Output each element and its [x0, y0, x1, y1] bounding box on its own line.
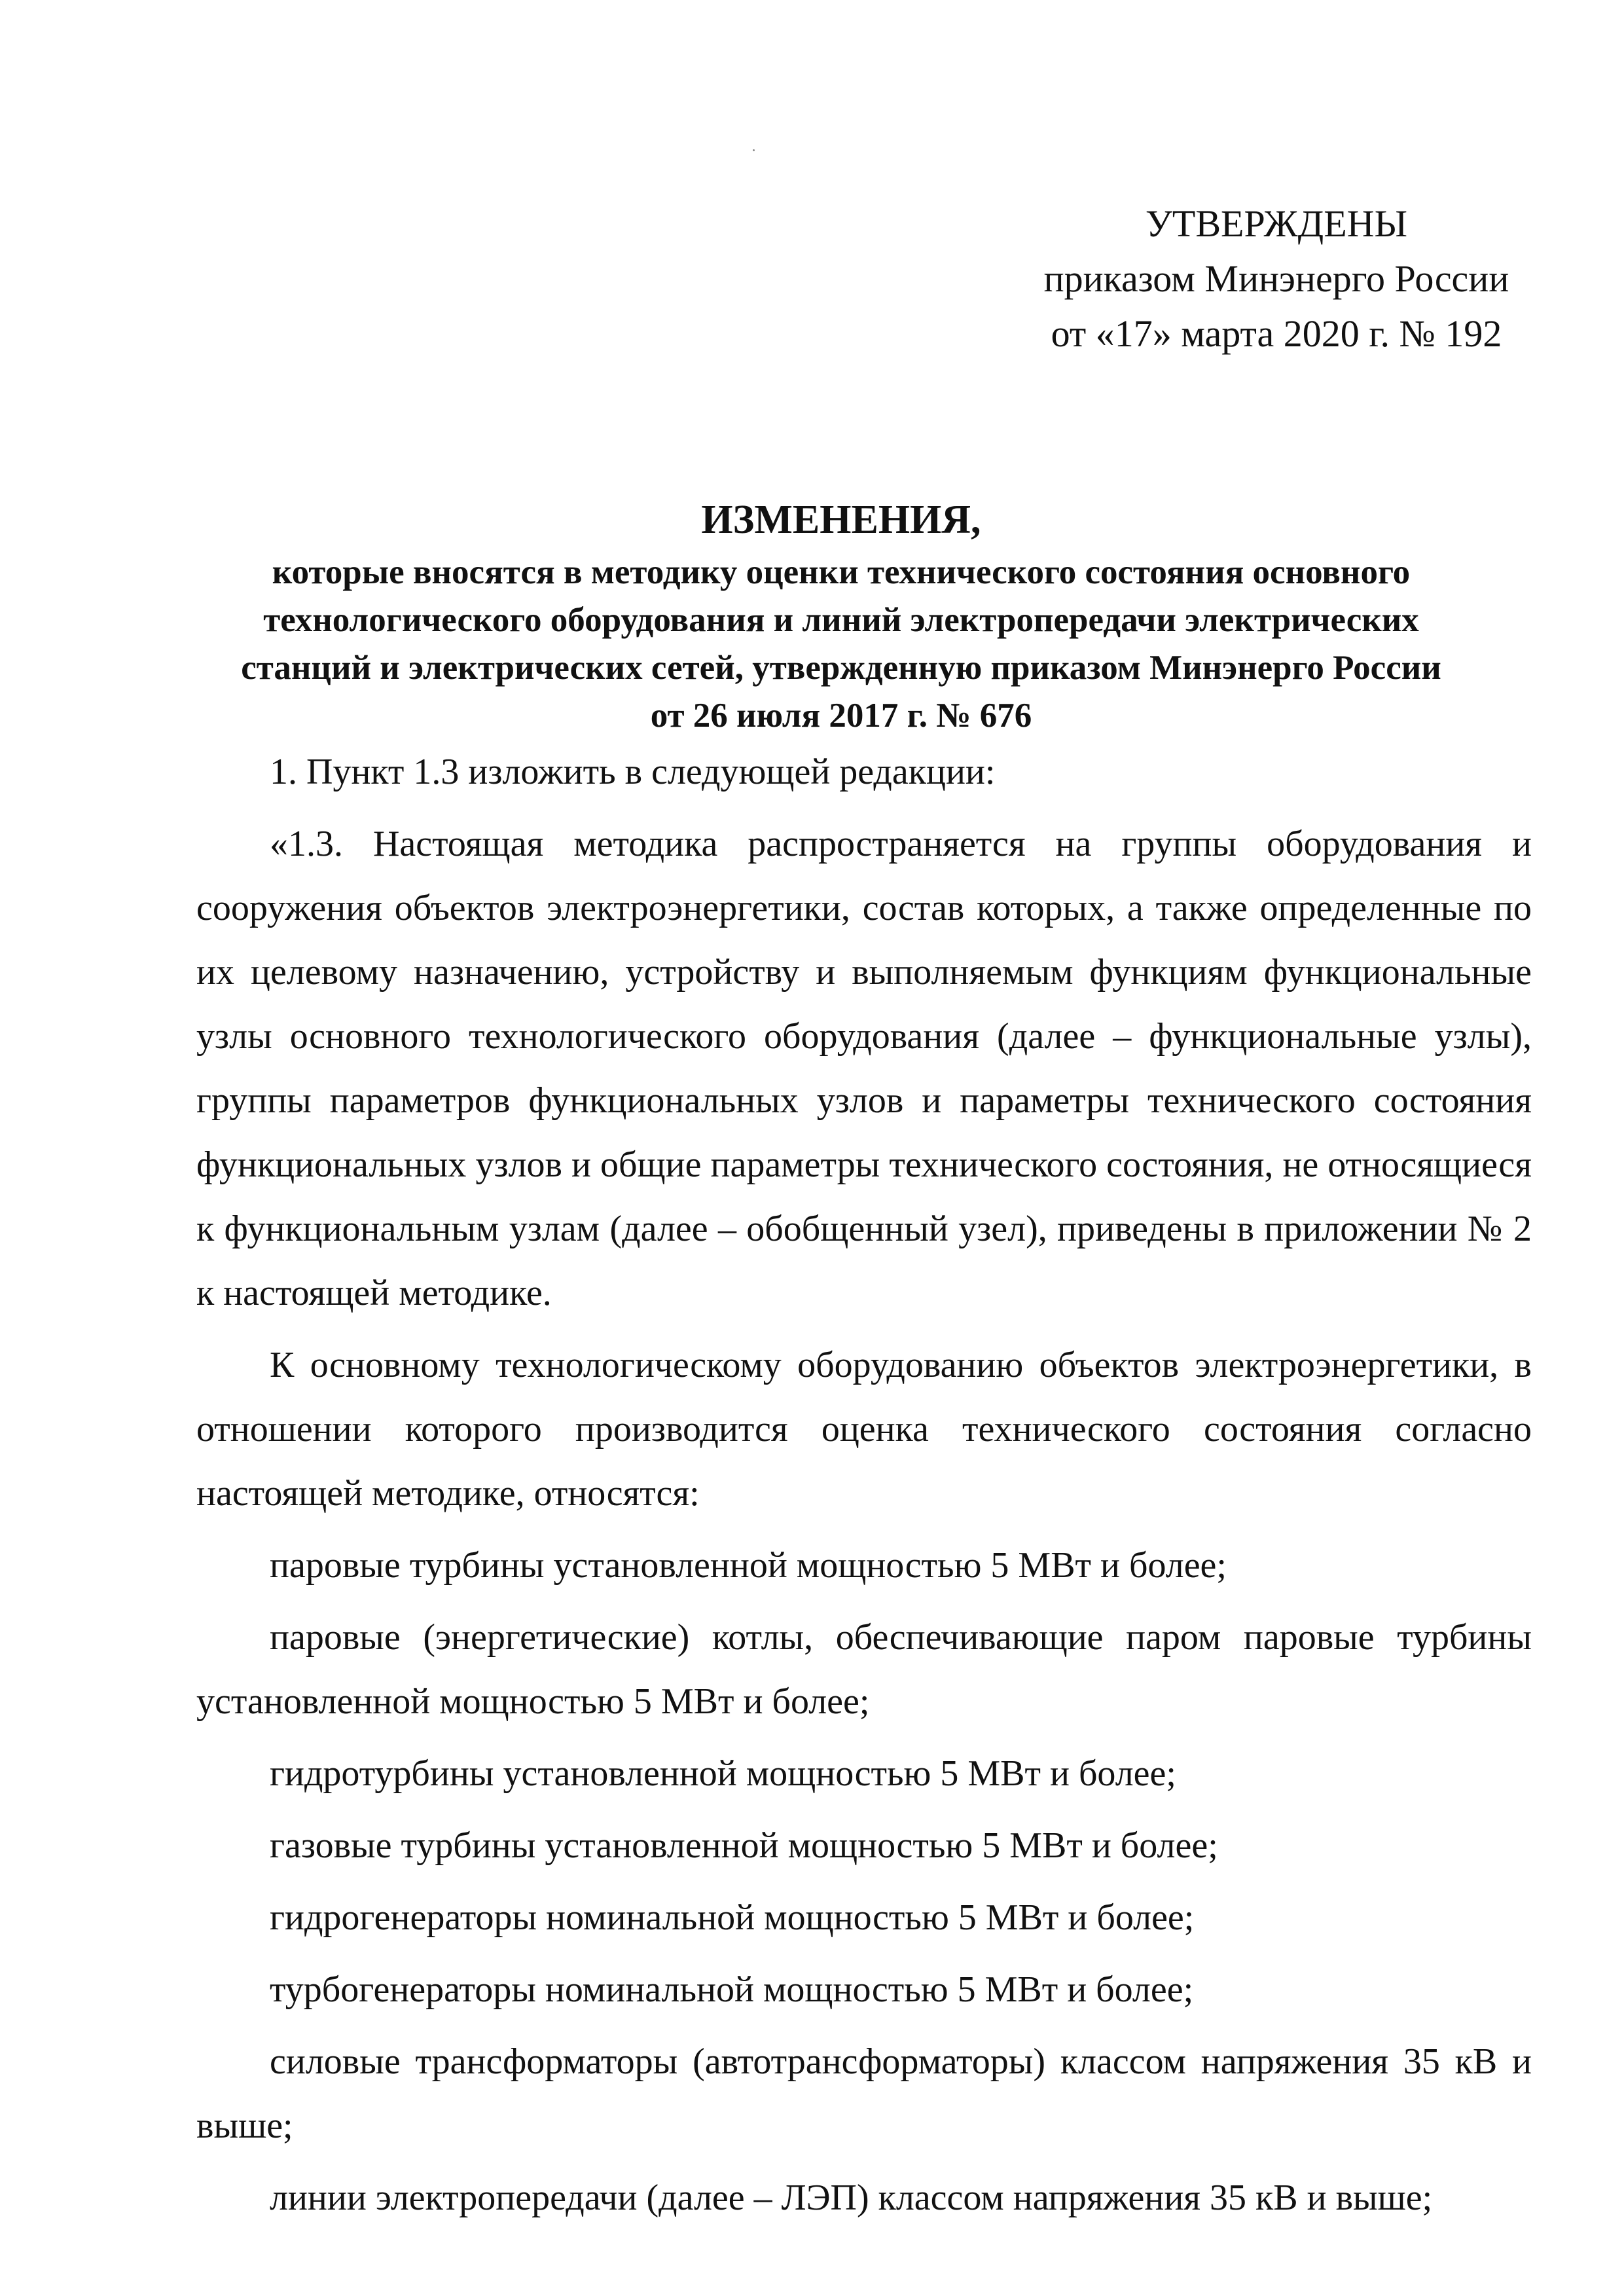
- list-item-turbo-generators: турбогенераторы номинальной мощностью 5 МВт и более;: [270, 1969, 1194, 2010]
- approval-date-line: от «17» марта 2020 г. № 192: [1051, 312, 1502, 355]
- paragraph-item-1: 1. Пункт 1.3 изложить в следующей редакции:: [270, 752, 996, 792]
- paragraph-equipment-intro: К основному технологическому оборудованию объектов электроэнергетики, в отношении которого производится оценка технического состояния согласно настоящей методике, относятся:: [196, 1345, 1532, 1514]
- paragraph-clause-1-3: «1.3. Настоящая методика распространяется на группы оборудования и сооружения объектов электроэнергетики, состав которых, а также определенные по их целевому назначению, устройству и выполняемым функциям функциональные узлы основного технологического оборудования (далее – функциональные узлы), группы параметров функциональных узлов и параметры технического состояния функциональных узлов и общие параметры технического состояния, не относящиеся к функциональным узлам (далее – обобщенный узел), приведены в приложении № 2 к настоящей методике.: [196, 824, 1532, 1313]
- document-body: [196, 740, 1532, 2230]
- title-line-2: технологического оборудования и линий электропередачи электрических: [263, 601, 1419, 639]
- scan-speck: [753, 149, 755, 151]
- list-item-steam-boilers: паровые (энергетические) котлы, обеспечивающие паром паровые турбины установленной мощностью 5 МВт и более;: [196, 1617, 1532, 1722]
- document-title: [196, 492, 1486, 740]
- list-item-hydro-turbines: гидротурбины установленной мощностью 5 МВт и более;: [270, 1753, 1176, 1794]
- list-item-power-lines: линии электропередачи (далее – ЛЭП) классом напряжения 35 кВ и выше;: [270, 2178, 1433, 2218]
- list-item-steam-turbines: паровые турбины установленной мощностью 5 МВт и более;: [270, 1545, 1227, 1586]
- approval-order-line: приказом Минэнерго России: [1043, 257, 1509, 300]
- list-item-power-transformers: силовые трансформаторы (автотрансформаторы) классом напряжения 35 кВ и выше;: [196, 2041, 1532, 2146]
- approval-heading: УТВЕРЖДЕНЫ: [1145, 202, 1408, 245]
- title-line-4: от 26 июля 2017 г. № 676: [650, 697, 1032, 735]
- title-line-3: станций и электрических сетей, утвержденную приказом Минэнерго России: [241, 649, 1441, 687]
- title-line-1: которые вносятся в методику оценки технического состояния основного: [272, 553, 1411, 591]
- title-main: ИЗМЕНЕНИЯ,: [701, 498, 981, 542]
- list-item-gas-turbines: газовые турбины установленной мощностью 5 МВт и более;: [270, 1825, 1218, 1866]
- list-item-hydro-generators: гидрогенераторы номинальной мощностью 5 МВт и более;: [270, 1897, 1195, 1938]
- approval-stamp-block: [1008, 196, 1545, 361]
